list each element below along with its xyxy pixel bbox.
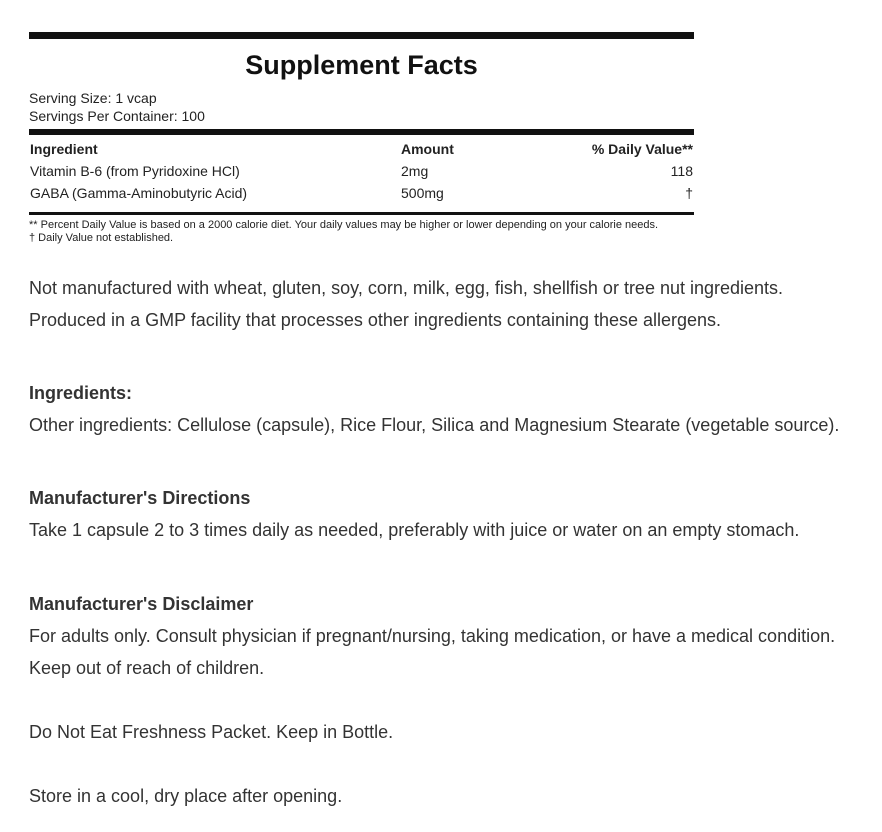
header-ingredient: Ingredient — [30, 141, 98, 157]
disclaimer-section — [29, 588, 869, 684]
facts-table — [29, 138, 694, 204]
ingredients-heading: Ingredients: — [29, 383, 133, 403]
ingredients-text: Other ingredients: Cellulose (capsule), Rice Flour, Silica and Magnesium Stearate (vegetable source). — [29, 415, 840, 435]
header-amount: Amount — [401, 141, 454, 157]
directions-section — [29, 482, 869, 546]
freshness-packet-note — [29, 716, 869, 748]
supplement-facts-panel — [29, 32, 694, 245]
disclaimer-heading: Manufacturer's Disclaimer — [29, 594, 254, 614]
top-rule — [29, 32, 694, 39]
footnote-daily-value: ** Percent Daily Value is based on a 2000 calorie diet. Your daily values may be higher or lower depending on your calorie needs. — [29, 219, 659, 231]
allergen-line-2: Produced in a GMP facility that processes other ingredients containing these allergens. — [29, 310, 722, 330]
storage-note-text: Store in a cool, dry place after opening. — [29, 786, 343, 806]
facts-title: Supplement Facts — [245, 50, 478, 80]
row-daily-value: 118 — [670, 163, 693, 179]
row-amount: 2mg — [401, 163, 429, 179]
middle-rule — [29, 129, 694, 135]
row-ingredient: Vitamin B-6 (from Pyridoxine HCl) — [30, 163, 240, 179]
header-daily-value: % Daily Value** — [591, 141, 693, 157]
row-amount: 500mg — [401, 185, 444, 201]
directions-heading: Manufacturer's Directions — [29, 488, 251, 508]
allergen-statement — [29, 272, 869, 336]
table-row — [29, 160, 694, 182]
disclaimer-line-2: Keep out of reach of children. — [29, 658, 265, 678]
row-daily-value: † — [685, 185, 693, 201]
servings-per-container: Servings Per Container: 100 — [29, 108, 205, 124]
packet-note-text: Do Not Eat Freshness Packet. Keep in Bottle. — [29, 722, 394, 742]
bottom-rule — [29, 212, 694, 215]
allergen-line-1: Not manufactured with wheat, gluten, soy, corn, milk, egg, fish, shellfish or tree nut ingredients. — [29, 278, 784, 298]
storage-note — [29, 780, 869, 812]
directions-text: Take 1 capsule 2 to 3 times daily as needed, preferably with juice or water on an empty stomach. — [29, 520, 800, 540]
ingredients-section — [29, 377, 869, 441]
disclaimer-line-1: For adults only. Consult physician if pregnant/nursing, taking medication, or have a medical condition. — [29, 626, 836, 646]
serving-size: Serving Size: 1 vcap — [29, 90, 157, 106]
row-ingredient: GABA (Gamma-Aminobutyric Acid) — [30, 185, 248, 201]
footnote-not-established: † Daily Value not established. — [29, 232, 174, 244]
facts-header-row — [29, 138, 694, 160]
table-row — [29, 182, 694, 204]
